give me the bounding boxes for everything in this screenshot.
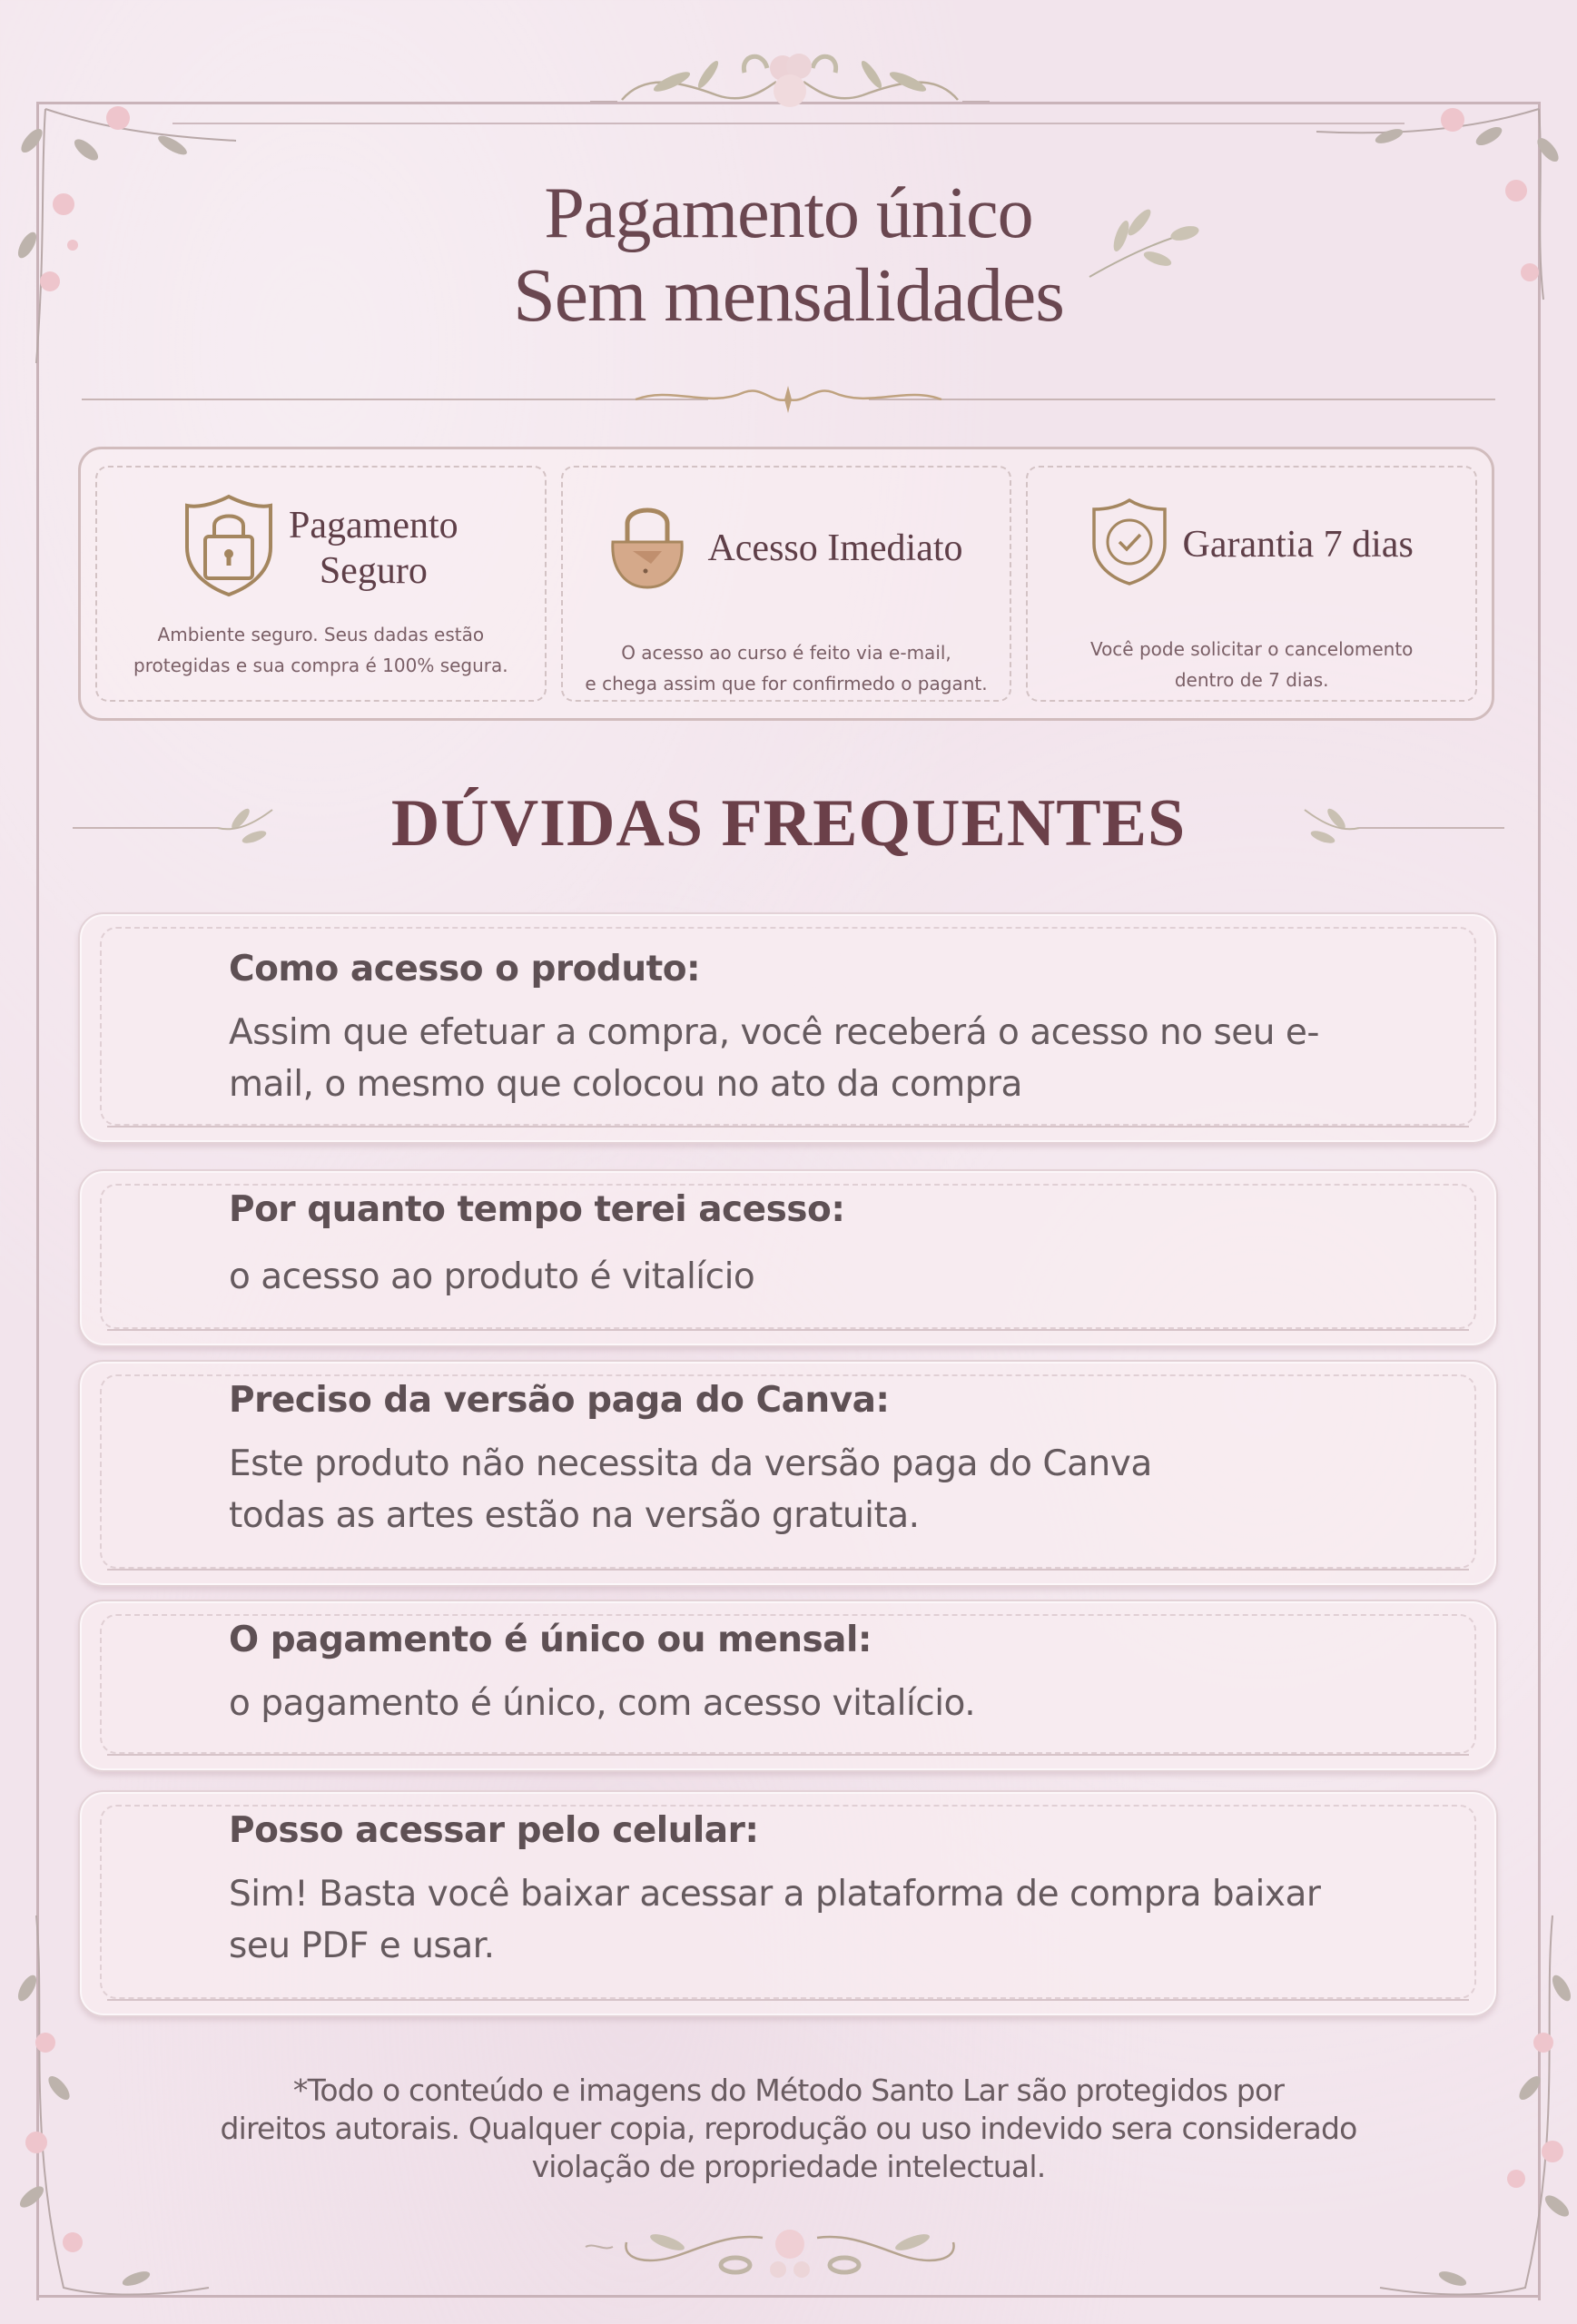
frame-inner-line [172,123,1405,124]
disclaimer-line1: *Todo o conteúdo e imagens do Método Santo Lar são protegidos por [292,2073,1285,2108]
feature-title-line1: Garantia 7 dias [1182,523,1414,566]
scroll-divider-icon [73,381,1504,418]
faq-answer-line: o pagamento é único, com acesso vitalício. [229,1683,976,1724]
feature-desc-line2: e chega assim que for confirmedo o pagant. [585,673,988,694]
faq-item [78,1360,1498,1587]
frame-bottom-line [36,2295,1541,2298]
shield-check-icon [1090,497,1168,592]
feature-desc-line2: protegidas e sua compra é 100% segura. [133,655,508,676]
faq-question: Por quanto tempo terei acesso: [229,1189,845,1230]
feature-desc-line1: Você pode solicitar o cancelomento [1089,638,1414,660]
faq-question: O pagamento é único ou mensal: [229,1620,872,1660]
features-panel [78,447,1494,721]
shield-lock-icon [183,493,274,603]
feature-title-line1: Acesso Imediato [707,527,963,569]
faq-answer-line: o acesso ao produto é vitalício [229,1256,755,1297]
feature-desc-line2: dentro de 7 dias. [1174,669,1329,691]
faq-answer-line: todas as artes estão na versão gratuita. [229,1495,920,1536]
hero-title [0,172,1577,340]
faq-question: Como acesso o produto: [229,949,701,990]
faq-question: Preciso da versão paga do Canva: [229,1380,890,1421]
feature-desc-line1: Ambiente seguro. Seus dadas estão [157,624,485,645]
faq-answer-line: seu PDF e usar. [229,1925,495,1966]
top-floral-ornament-icon [581,36,999,118]
faq-heading: DÚVIDAS FREQUENTES [390,786,1187,861]
faq-question: Posso acessar pelo celular: [229,1810,759,1851]
feature-desc-line1: O acesso ao curso é feito via e-mail, [621,642,951,664]
faq-heading-section [73,783,1504,864]
feature-immediate-access [561,466,1012,702]
faq-item [78,912,1498,1144]
faq-card-rule [107,1126,1469,1128]
padlock-icon [609,500,685,596]
faq-answer-line: Este produto não necessita da versão paga do Canva [229,1443,1152,1484]
hero-title-line2: Sem mensalidades [513,253,1064,338]
disclaimer-line2: direitos autorais. Qualquer copia, reprodução ou uso indevido sera considerado [220,2111,1357,2146]
faq-card-rule [107,1329,1469,1331]
feature-secure-payment [95,466,547,702]
leaf-sprig-icon [1085,204,1212,286]
disclaimer-line3: violação de propriedade intelectual. [531,2149,1046,2184]
feature-7-day-guarantee [1026,466,1477,702]
bottom-floral-ornament-icon [567,2215,1012,2288]
faq-item [78,1169,1498,1347]
faq-card-rule [107,1999,1469,2001]
faq-card-rule [107,1754,1469,1756]
faq-answer-line: Assim que efetuar a compra, você receberá o acesso no seu e- [229,1012,1319,1053]
feature-title-line1: Pagamento [289,504,458,547]
copyright-disclaimer [136,2072,1441,2186]
hero-title-line1: Pagamento único [544,173,1033,253]
faq-item [78,1790,1498,2017]
faq-item [78,1600,1498,1772]
faq-card-rule [107,1569,1469,1571]
feature-title-line2: Seguro [319,549,428,592]
faq-answer-line: Sim! Basta você baixar acessar a plataforma de compra baixar [229,1874,1321,1915]
faq-answer-line: mail, o mesmo que colocou no ato da compra [229,1064,1022,1105]
